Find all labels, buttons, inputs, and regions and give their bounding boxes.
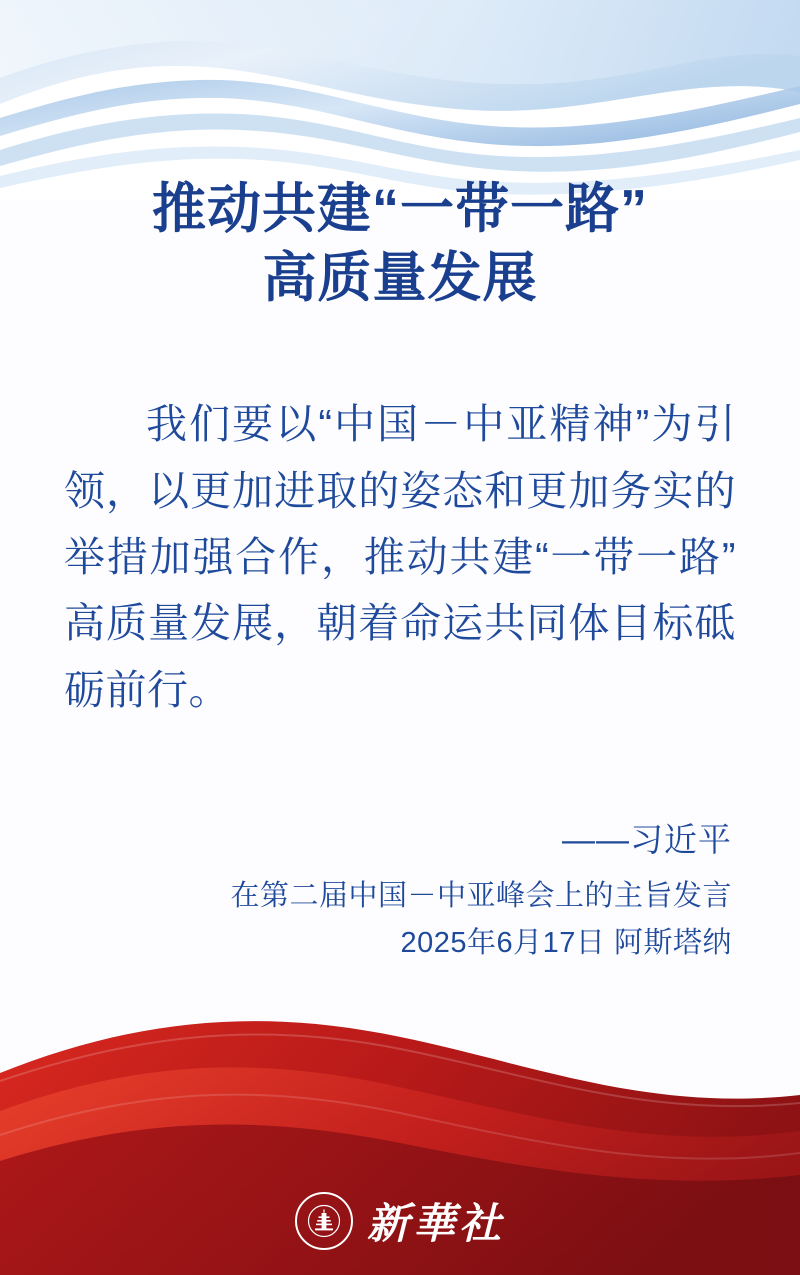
quote-author: ——习近平 (562, 821, 732, 859)
quote-text: 我们要以“中国－中亚精神”为引领，以更加进取的姿态和更加务实的举措加强合作，推动共建“一带一路”高质量发展，朝着命运共同体目标砥砺前行。 (64, 401, 736, 713)
quote-date: 2025年6月17日 阿斯塔纳 (400, 926, 732, 959)
page-title-line-2: 高质量发展 (262, 248, 538, 309)
attribution-block (60, 815, 740, 965)
xinhua-pagoda-icon (295, 1192, 353, 1250)
page-title-line-1: 推动共建“一带一路” (152, 179, 648, 239)
poster-content (0, 175, 800, 966)
quote-occasion: 在第二届中国－中亚峰会上的主旨发言 (230, 879, 732, 912)
xinhua-logo-text: 新華社 (366, 1202, 505, 1248)
page-title (60, 175, 740, 313)
top-wave-decoration (0, 0, 800, 200)
xinhua-logo (0, 1191, 800, 1251)
